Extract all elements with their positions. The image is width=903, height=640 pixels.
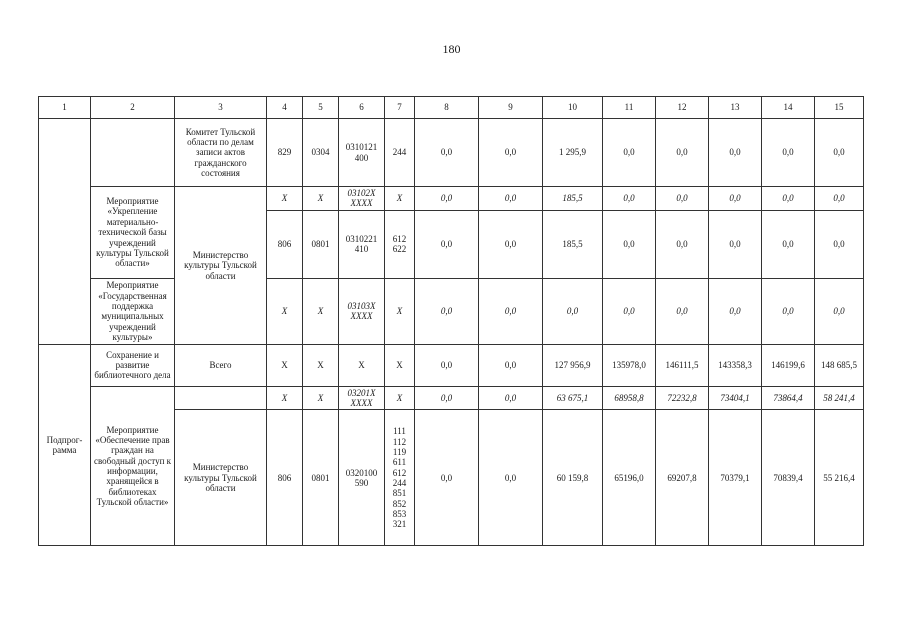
cell-c6: Х — [339, 344, 385, 386]
value-cell: 0,0 — [656, 278, 709, 344]
value-cell: 0,0 — [762, 278, 815, 344]
header-cell: 14 — [762, 97, 815, 119]
expense-code: 321 — [392, 519, 407, 530]
empty-cell — [91, 119, 175, 187]
budget-table — [38, 96, 864, 546]
executor-cell: Министерство культуры Тульской области — [175, 410, 267, 546]
value-cell: 0,0 — [762, 210, 815, 278]
header-cell: 3 — [175, 97, 267, 119]
value-cell: 148 685,5 — [815, 344, 864, 386]
cell-c6: 0310121 400 — [339, 119, 385, 187]
value-cell: 0,0 — [815, 210, 864, 278]
value-cell: 65196,0 — [603, 410, 656, 546]
expense-code: 111 — [393, 426, 406, 437]
cell-c6: 03103Х ХХХХ — [339, 278, 385, 344]
value-cell: 0,0 — [709, 278, 762, 344]
cell-c6: 0320100 590 — [339, 410, 385, 546]
header-cell: 2 — [91, 97, 175, 119]
value-cell: 143358,3 — [709, 344, 762, 386]
value-cell: 0,0 — [603, 278, 656, 344]
value-cell: 0,0 — [479, 119, 543, 187]
cell-c4: 806 — [267, 410, 303, 546]
cell-c4: Х — [267, 278, 303, 344]
value-cell: 0,0 — [415, 410, 479, 546]
header-cell: 8 — [415, 97, 479, 119]
header-cell: 1 — [39, 97, 91, 119]
value-cell: 0,0 — [709, 210, 762, 278]
ministry-cell: Министерство культуры Тульской области — [175, 187, 267, 345]
table-row-m2 — [39, 278, 864, 344]
value-cell: 0,0 — [479, 278, 543, 344]
value-cell: 69207,8 — [656, 410, 709, 546]
header-cell: 5 — [303, 97, 339, 119]
value-cell: 58 241,4 — [815, 386, 864, 410]
expense-code: 611 — [392, 457, 407, 468]
value-cell: 0,0 — [479, 187, 543, 211]
value-cell: 0,0 — [415, 344, 479, 386]
empty-cell — [39, 119, 91, 345]
value-cell: 0,0 — [762, 119, 815, 187]
cell-c7: Х — [385, 278, 415, 344]
measure-name-cell: Мероприятие «Государственная поддержка муниципальных учреждений культуры» — [91, 278, 175, 344]
cell-c7: Х — [385, 187, 415, 211]
value-cell: 0,0 — [603, 210, 656, 278]
value-cell: 63 675,1 — [543, 386, 603, 410]
value-cell: 0,0 — [815, 119, 864, 187]
cell-c5: 0801 — [303, 210, 339, 278]
header-cell: 13 — [709, 97, 762, 119]
measure-name-cell: Мероприятие «Укрепление материально-технической базы учреждений культуры Тульской области» — [91, 187, 175, 279]
header-cell: 9 — [479, 97, 543, 119]
value-cell: 0,0 — [479, 344, 543, 386]
value-cell: 0,0 — [815, 187, 864, 211]
value-cell: 0,0 — [415, 187, 479, 211]
cell-c7: 244 — [385, 119, 415, 187]
value-cell: 0,0 — [709, 119, 762, 187]
expense-code: 851 — [392, 488, 407, 499]
value-cell: 0,0 — [815, 278, 864, 344]
value-cell: 0,0 — [656, 210, 709, 278]
value-cell: 0,0 — [543, 278, 603, 344]
value-cell: 0,0 — [762, 187, 815, 211]
header-cell: 6 — [339, 97, 385, 119]
header-cell: 15 — [815, 97, 864, 119]
cell-c5: Х — [303, 278, 339, 344]
header-cell: 4 — [267, 97, 303, 119]
value-cell: 60 159,8 — [543, 410, 603, 546]
subprogram-type-cell: Подпрог-рамма — [39, 344, 91, 546]
empty-cell — [175, 386, 267, 410]
cell-c5: Х — [303, 187, 339, 211]
value-cell: 0,0 — [415, 386, 479, 410]
header-row — [39, 97, 864, 119]
cell-c4: 806 — [267, 210, 303, 278]
expense-code: 852 — [392, 498, 407, 509]
value-cell: 0,0 — [709, 187, 762, 211]
value-cell: 0,0 — [479, 210, 543, 278]
value-cell: 73864,4 — [762, 386, 815, 410]
cell-c6: 03102Х ХХХХ — [339, 187, 385, 211]
value-cell: 0,0 — [479, 386, 543, 410]
value-cell: 72232,8 — [656, 386, 709, 410]
cell-c7: Х — [385, 344, 415, 386]
cell-c5: 0304 — [303, 119, 339, 187]
cell-c5: Х — [303, 386, 339, 410]
expense-code: 612 — [392, 467, 407, 478]
table-row-committee — [39, 119, 864, 187]
header-cell: 12 — [656, 97, 709, 119]
value-cell: 70379,1 — [709, 410, 762, 546]
value-cell: 0,0 — [415, 210, 479, 278]
value-cell: 146111,5 — [656, 344, 709, 386]
cell-c4: Х — [267, 344, 303, 386]
value-cell: 68958,8 — [603, 386, 656, 410]
executor-cell: Всего — [175, 344, 267, 386]
cell-c7: Х — [385, 386, 415, 410]
cell-c7: 612 622 — [385, 210, 415, 278]
cell-c4: 829 — [267, 119, 303, 187]
value-cell: 0,0 — [656, 187, 709, 211]
expense-code: 244 — [392, 477, 407, 488]
header-cell: 11 — [603, 97, 656, 119]
value-cell: 185,5 — [543, 187, 603, 211]
cell-c6: 0310221 410 — [339, 210, 385, 278]
header-cell: 10 — [543, 97, 603, 119]
cell-c4: Х — [267, 187, 303, 211]
value-cell: 0,0 — [603, 119, 656, 187]
value-cell: 73404,1 — [709, 386, 762, 410]
value-cell: 127 956,9 — [543, 344, 603, 386]
executor-cell: Комитет Тульской области по делам записи актов гражданского состояния — [175, 119, 267, 187]
table-row-m1-summary — [39, 187, 864, 211]
expense-code: 853 — [392, 508, 407, 519]
subprogram-name-cell: Сохранение и развитие библиотечного дела — [91, 344, 175, 386]
value-cell: 55 216,4 — [815, 410, 864, 546]
measure-name-cell: Мероприятие «Обеспечение прав граждан на свободный доступ к информации, хранящейся в библиотеках Тульской области» — [91, 386, 175, 546]
header-cell: 7 — [385, 97, 415, 119]
expense-code: 119 — [392, 446, 407, 457]
page-number: 180 — [442, 42, 461, 56]
expense-code: 112 — [392, 436, 407, 447]
cell-c4: Х — [267, 386, 303, 410]
value-cell: 135978,0 — [603, 344, 656, 386]
value-cell: 0,0 — [603, 187, 656, 211]
value-cell: 0,0 — [415, 278, 479, 344]
value-cell: 0,0 — [656, 119, 709, 187]
cell-c5: 0801 — [303, 410, 339, 546]
cell-c7-list — [385, 410, 415, 546]
value-cell: 146199,6 — [762, 344, 815, 386]
value-cell: 185,5 — [543, 210, 603, 278]
table-row-subprogram — [39, 344, 864, 386]
value-cell: 0,0 — [415, 119, 479, 187]
value-cell: 1 295,9 — [543, 119, 603, 187]
value-cell: 70839,4 — [762, 410, 815, 546]
cell-c6: 03201Х ХХХХ — [339, 386, 385, 410]
cell-c5: Х — [303, 344, 339, 386]
table-row-m3-summary — [39, 386, 864, 410]
value-cell: 0,0 — [479, 410, 543, 546]
